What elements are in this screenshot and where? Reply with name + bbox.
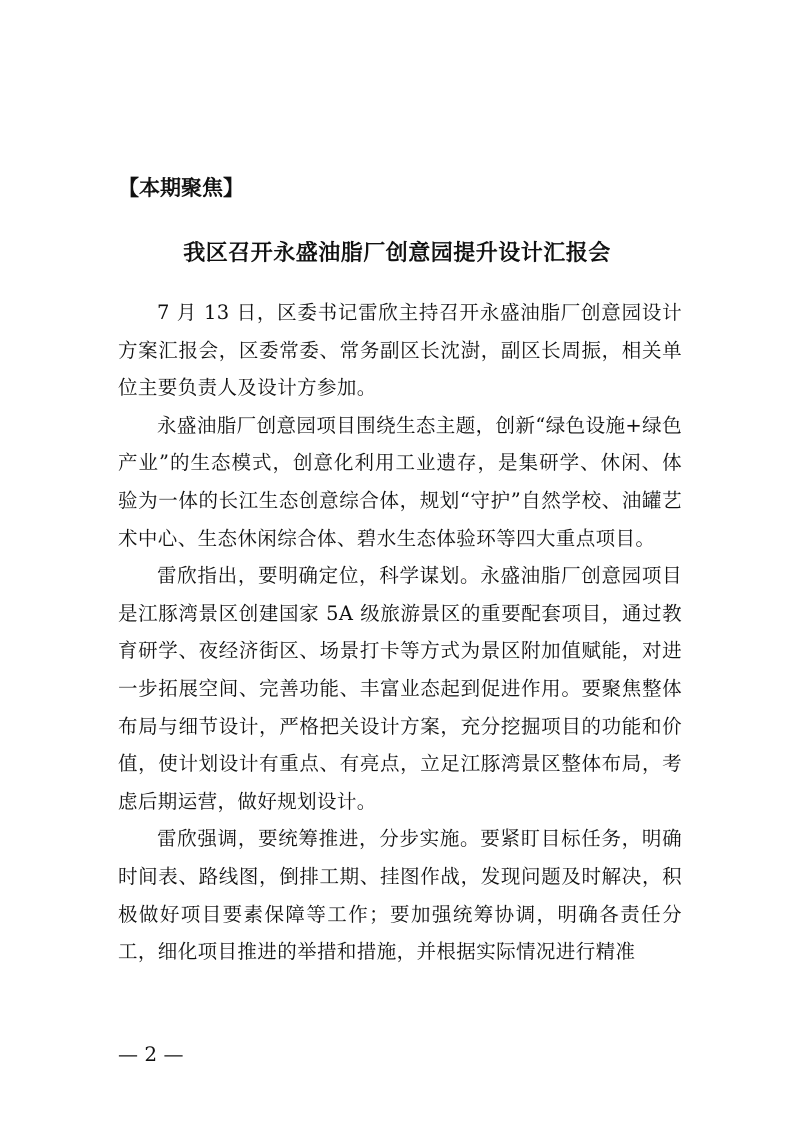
article-title: 我区召开永盛油脂厂创意园提升设计汇报会	[183, 241, 611, 266]
section-tag: 【本期聚焦】	[118, 176, 244, 200]
page-number: — 2 —	[118, 1042, 184, 1066]
article-body	[118, 294, 682, 971]
paragraph: 永盛油脂厂创意园项目围绕生态主题，创新“绿色设施+绿色产业”的生态模式，创意化利用工业遗存，是集研学、休闲、体验为一体的长江生态创意综合体，规划“守护”自然学校、油罐艺术中心、生态休闲综合体、碧水生态体验环等四大重点项目。	[118, 413, 682, 550]
paragraph: 雷欣强调，要统筹推进，分步实施。要紧盯目标任务，明确时间表、路线图，倒排工期、挂图作战，发现问题及时解决，积极做好项目要素保障等工作；要加强统筹协调，明确各责任分工，细化项目推进的举措和措施，并根据实际情况进行精准	[118, 827, 682, 964]
paragraph: 7 月 13 日，区委书记雷欣主持召开永盛油脂厂创意园设计方案汇报会，区委常委、常务副区长沈澍，副区长周振，相关单位主要负责人及设计方参加。	[118, 301, 682, 400]
paragraph: 雷欣指出，要明确定位，科学谋划。永盛油脂厂创意园项目是江豚湾景区创建国家 5A 级旅游景区的重要配套项目，通过教育研学、夜经济街区、场景打卡等方式为景区附加值赋能，对进一步拓展空间、完善功能、丰富业态起到促进作用。要聚焦整体布局与细节设计，严格把关设计方案，充分挖掘项目的功能和价值，使计划设计有重点、有亮点，立足江豚湾景区整体布局，考虑后期运营，做好规划设计。	[118, 564, 682, 813]
